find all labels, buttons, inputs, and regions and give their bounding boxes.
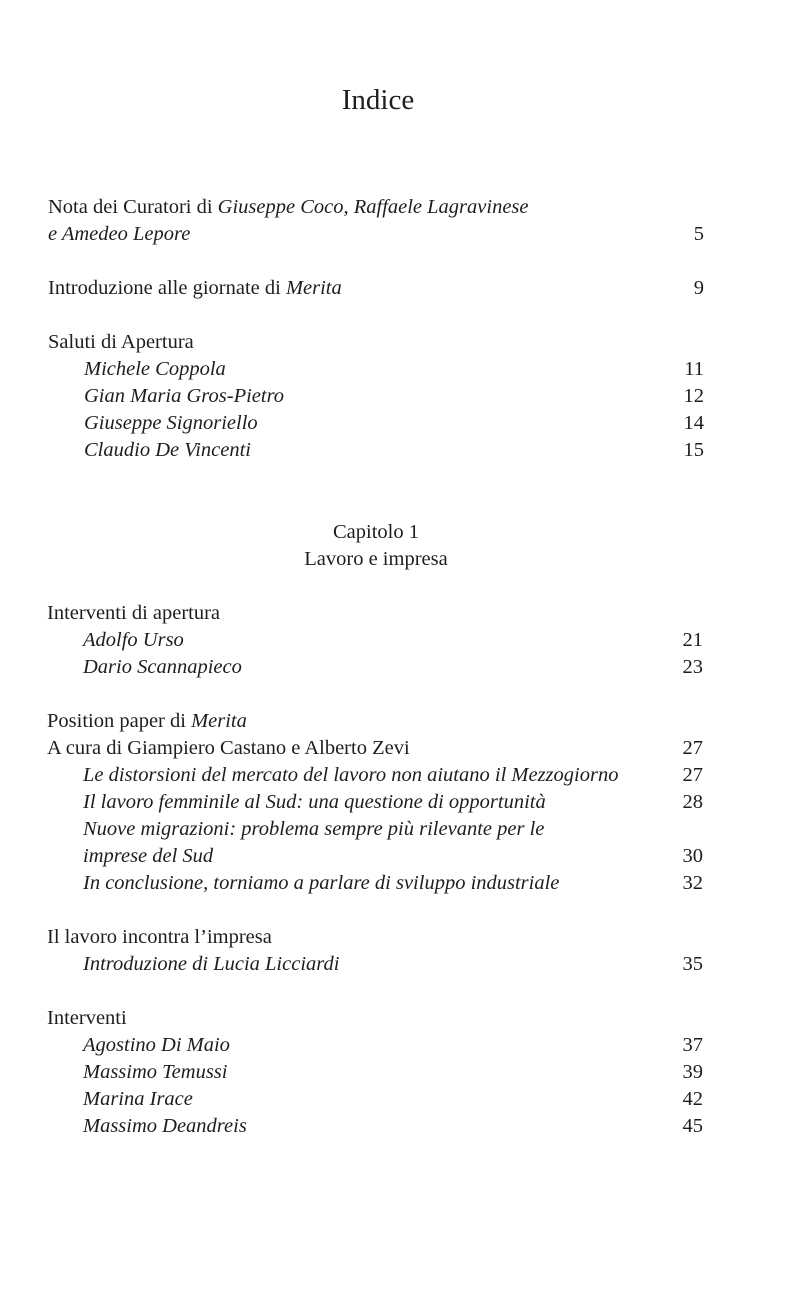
toc-entry-text: Le distorsioni del mercato del lavoro non aiutano il Mezzogiorno [83, 764, 619, 786]
toc-entry-text: Introduzione di Lucia Licciardi [83, 953, 340, 975]
toc-page-number: 28 [682, 791, 703, 813]
toc-page-number: 11 [684, 358, 704, 380]
toc-page-number: 5 [693, 223, 704, 245]
toc-page-number: 35 [682, 953, 703, 975]
section-heading-interventi-apertura: Interventi di apertura [47, 602, 221, 624]
toc-author: Agostino Di Maio [83, 1034, 230, 1056]
toc-entry-text: In conclusione, torniamo a parlare di sviluppo industriale [83, 872, 560, 894]
toc-entry-text: Introduzione alle giornate di Merita [48, 277, 342, 299]
toc-page-number: 30 [682, 845, 703, 867]
toc-page-number: 12 [683, 385, 704, 407]
toc-page-number: 27 [682, 764, 703, 786]
page-title: Indice [341, 84, 415, 116]
toc-author: Giuseppe Signoriello [84, 412, 258, 434]
toc-page-number: 27 [682, 737, 703, 759]
toc-entry-text: Il lavoro femminile al Sud: una questione di opportunità [83, 791, 546, 813]
toc-page-number: 37 [682, 1034, 703, 1056]
section-heading-interventi: Interventi [47, 1007, 127, 1029]
toc-page-number: 39 [682, 1061, 703, 1083]
chapter-label: Capitolo 1 [333, 521, 419, 543]
toc-entry-text: A cura di Giampiero Castano e Alberto Zevi [47, 737, 410, 759]
toc-page-number: 45 [682, 1115, 703, 1137]
toc-author: Adolfo Urso [83, 629, 184, 651]
toc-author: Massimo Temussi [83, 1061, 228, 1083]
section-heading-lavoro-impresa: Il lavoro incontra l’impresa [47, 926, 272, 948]
toc-entry-text-cont: e Amedeo Lepore [48, 223, 191, 245]
section-heading-saluti: Saluti di Apertura [48, 331, 194, 353]
toc-entry-text-cont: imprese del Sud [83, 845, 214, 867]
toc-entry-text: Nota dei Curatori di Giuseppe Coco, Raffaele Lagravinese [48, 196, 529, 218]
toc-page-number: 23 [682, 656, 703, 678]
toc-page-number: 21 [682, 629, 703, 651]
toc-page-number: 32 [682, 872, 703, 894]
section-heading-position-paper: Position paper di Merita [47, 710, 247, 732]
toc-page-number: 9 [693, 277, 704, 299]
toc-author: Claudio De Vincenti [84, 439, 252, 461]
toc-page-number: 42 [682, 1088, 703, 1110]
toc-author: Michele Coppola [84, 358, 226, 380]
toc-author: Massimo Deandreis [83, 1115, 247, 1137]
toc-page-number: 15 [683, 439, 704, 461]
toc-author: Gian Maria Gros-Pietro [84, 385, 285, 407]
toc-author: Dario Scannapieco [83, 656, 242, 678]
toc-author: Marina Irace [83, 1088, 193, 1110]
toc-entry-text: Nuove migrazioni: problema sempre più rilevante per le [83, 818, 545, 840]
toc-page-number: 14 [683, 412, 704, 434]
chapter-title: Lavoro e impresa [304, 548, 448, 570]
